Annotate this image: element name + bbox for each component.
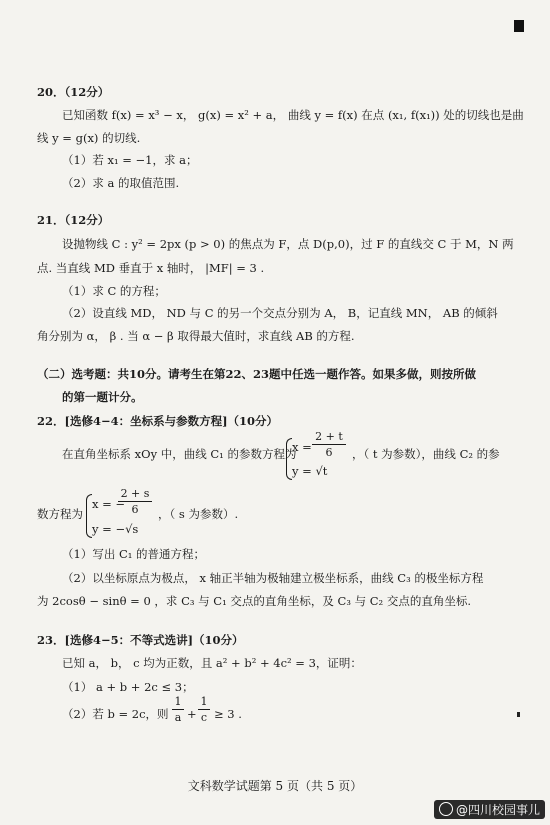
- q21-part1: （1）求 C 的方程；: [62, 284, 166, 298]
- c1-x-numerator: 2 + t: [315, 430, 343, 443]
- q23-frac2-numerator: 1: [200, 695, 208, 708]
- q23-part2-pre: （2）若 b = 2c，则: [62, 707, 169, 721]
- c2-x-fraction: [118, 487, 152, 516]
- q23-plus-sign: +: [187, 707, 197, 721]
- c1-x-fraction: [312, 430, 346, 459]
- q22-header: 22．[选修4−4：坐标系与参数方程]（10分）: [37, 414, 279, 428]
- watermark-text: @四川校园事儿: [456, 803, 541, 817]
- q22-part2b: 为 2cosθ − sinθ = 0 ，求 C₃ 与 C₁ 交点的直角坐标，及 C₃ 与 C₂ 交点的直角坐标.: [37, 594, 471, 608]
- weibo-icon: [439, 802, 453, 816]
- q22-part2a: （2）以坐标原点为极点， x 轴正半轴为极轴建立极坐标系，曲线 C₃ 的极坐标方程: [62, 571, 484, 585]
- c2-x-lhs: x = −: [92, 497, 126, 511]
- q23-line1: 已知 a， b， c 均为正数，且 a² + b² + 4c² = 3，证明：: [62, 656, 362, 670]
- page-footer: 文科数学试题第 5 页（共 5 页）: [187, 779, 363, 793]
- q23-frac-1-over-c: [198, 695, 210, 724]
- watermark: [434, 800, 545, 819]
- q23-part1: （1） a + b + 2c ≤ 3；: [62, 680, 194, 694]
- q22-line2-post: ，（ s 为参数）.: [158, 507, 239, 521]
- q20-line2: 线 y = g(x) 的切线.: [37, 131, 141, 145]
- q22-part1: （1）写出 C₁ 的普通方程；: [62, 547, 206, 561]
- c2-y-equation: y = −√s: [92, 522, 139, 536]
- q20-part1: （1）若 x₁ = −1，求 a；: [62, 153, 198, 167]
- c1-y-equation: y = √t: [292, 464, 328, 478]
- elective-instructions-line1: （二）选考题：共10分。请考生在第22、23题中任选一题作答。如果多做，则按所做: [37, 367, 477, 381]
- q21-line1: 设抛物线 C : y² = 2px (p > 0) 的焦点为 F，点 D(p,0)，过 F 的直线交 C 于 M，N 两: [62, 237, 514, 251]
- q20-header: 20．（12分）: [37, 85, 110, 99]
- q23-header: 23．[选修4−5：不等式选讲]（10分）: [37, 633, 244, 647]
- c1-x-lhs: x =: [292, 440, 312, 454]
- q23-frac1-numerator: 1: [174, 695, 182, 708]
- q21-line2: 点. 当直线 MD 垂直于 x 轴时， |MF| = 3 .: [37, 261, 265, 275]
- q20-part2: （2）求 a 的取值范围.: [62, 176, 180, 190]
- q23-frac1-denominator: a: [174, 711, 182, 724]
- q20-line1: 已知函数 f(x) = x³ − x， g(x) = x² + a， 曲线 y = f(x) 在点 (x₁, f(x₁)) 处的切线也是曲: [62, 108, 524, 122]
- stray-mark: [517, 712, 520, 717]
- c2-x-numerator: 2 + s: [120, 487, 150, 500]
- q22-line1-pre: 在直角坐标系 xOy 中，曲线 C₁ 的参数方程为: [62, 447, 297, 461]
- q22-line1-post: ，（ t 为参数），曲线 C₂ 的参: [352, 447, 500, 461]
- q22-line2-pre: 数方程为: [37, 507, 83, 521]
- q23-part2-post: ≥ 3 .: [214, 707, 242, 721]
- elective-instructions-line2: 的第一题计分。: [62, 390, 143, 404]
- c1-x-denominator: 6: [325, 446, 333, 459]
- q23-frac-1-over-a: [172, 695, 184, 724]
- q21-header: 21．（12分）: [37, 213, 110, 227]
- q21-part2a: （2）设直线 MD， ND 与 C 的另一个交点分别为 A， B，记直线 MN， AB 的倾斜: [62, 306, 498, 320]
- c2-x-denominator: 6: [131, 503, 139, 516]
- corner-registration-mark: [514, 20, 524, 32]
- q21-part2b: 角分别为 α， β . 当 α − β 取得最大值时，求直线 AB 的方程.: [37, 329, 355, 343]
- q23-frac2-denominator: c: [200, 711, 208, 724]
